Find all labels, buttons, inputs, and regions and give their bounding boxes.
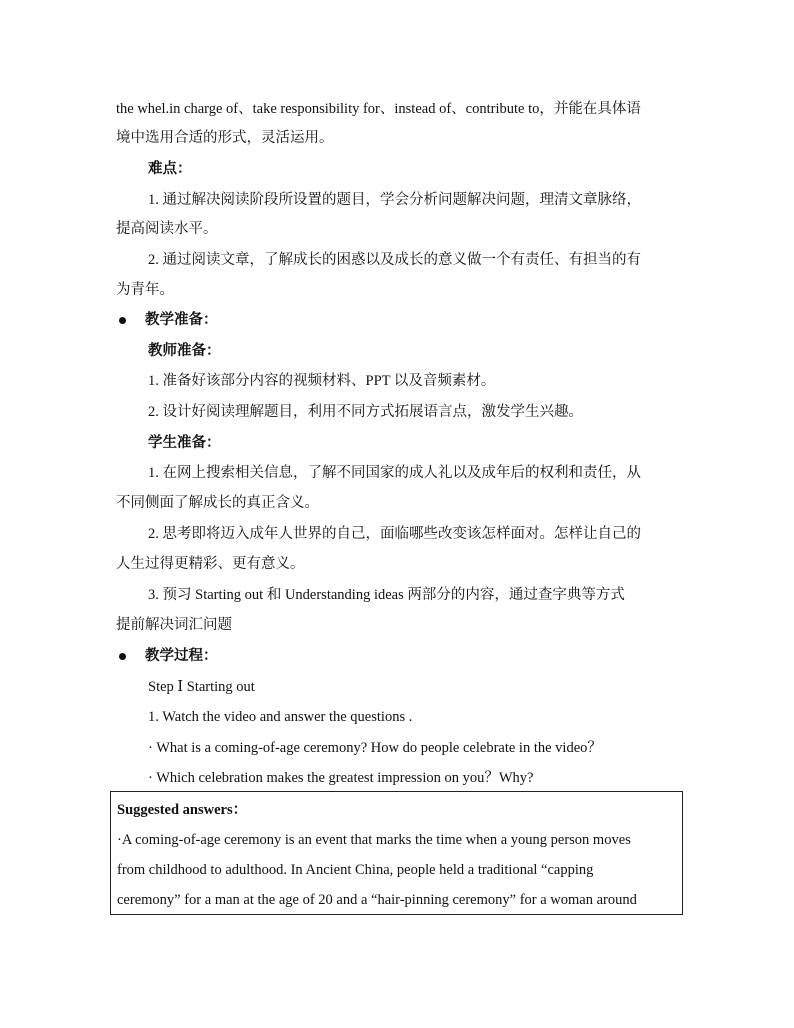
student-item-1-line-1: 1. 在网上搜索相关信息，了解不同国家的成人礼以及成年后的权利和责任，从 (148, 465, 641, 481)
teacher-item-1: 1. 准备好该部分内容的视频材料、PPT 以及音频素材。 (148, 373, 496, 389)
process-heading: 教学过程： (145, 648, 218, 664)
suggested-answers-heading: Suggested answers： (117, 802, 248, 818)
student-preparation-heading: 学生准备： (148, 435, 221, 451)
bullet-icon (119, 653, 126, 660)
difficulty-item-2-line-2: 为青年。 (116, 282, 174, 298)
student-item-3-line-2: 提前解决词汇问题 (116, 617, 232, 633)
student-item-3-line-1: 3. 预习 Starting out 和 Understanding ideas 两部分的内容，通过查字典等方式 (148, 587, 625, 603)
answer-line-3: ceremony” for a man at the age of 20 and a “hair-pinning ceremony” for a woman around (117, 892, 637, 908)
intro-line-1: the whel.in charge of、take responsibility for、instead of、contribute to，并能在具体语 (116, 101, 641, 117)
student-item-1-line-2: 不同侧面了解成长的真正含义。 (116, 495, 319, 511)
preparation-heading: 教学准备： (145, 312, 218, 328)
question-1: · What is a coming-of-age ceremony? How do people celebrate in the video？ (148, 740, 602, 756)
answer-line-2: from childhood to adulthood. In Ancient China, people held a traditional “capping (117, 862, 594, 878)
step-title: Step Ⅰ Starting out (148, 679, 255, 695)
student-item-2-line-2: 人生过得更精彩、更有意义。 (116, 556, 305, 572)
question-2: · Which celebration makes the greatest impression on you？Why? (148, 770, 534, 786)
difficulty-item-1-line-2: 提高阅读水平。 (116, 221, 218, 237)
difficulty-item-2-line-1: 2. 通过阅读文章，了解成长的困惑以及成长的意义做一个有责任、有担当的有 (148, 252, 641, 268)
bullet-icon (119, 317, 126, 324)
intro-line-2: 境中选用合适的形式，灵活运用。 (116, 130, 334, 146)
difficulty-item-1-line-1: 1. 通过解决阅读阶段所设置的题目，学会分析问题解决问题，理清文章脉络， (148, 192, 641, 208)
task-instruction: 1. Watch the video and answer the questions . (148, 709, 413, 725)
teacher-preparation-heading: 教师准备： (148, 343, 221, 359)
answer-line-1: ·A coming-of-age ceremony is an event that marks the time when a young person moves (117, 832, 631, 848)
teacher-item-2: 2. 设计好阅读理解题目，利用不同方式拓展语言点，激发学生兴趣。 (148, 404, 583, 420)
difficulties-heading: 难点： (148, 161, 192, 177)
student-item-2-line-1: 2. 思考即将迈入成年人世界的自己，面临哪些改变该怎样面对。怎样让自己的 (148, 526, 641, 542)
